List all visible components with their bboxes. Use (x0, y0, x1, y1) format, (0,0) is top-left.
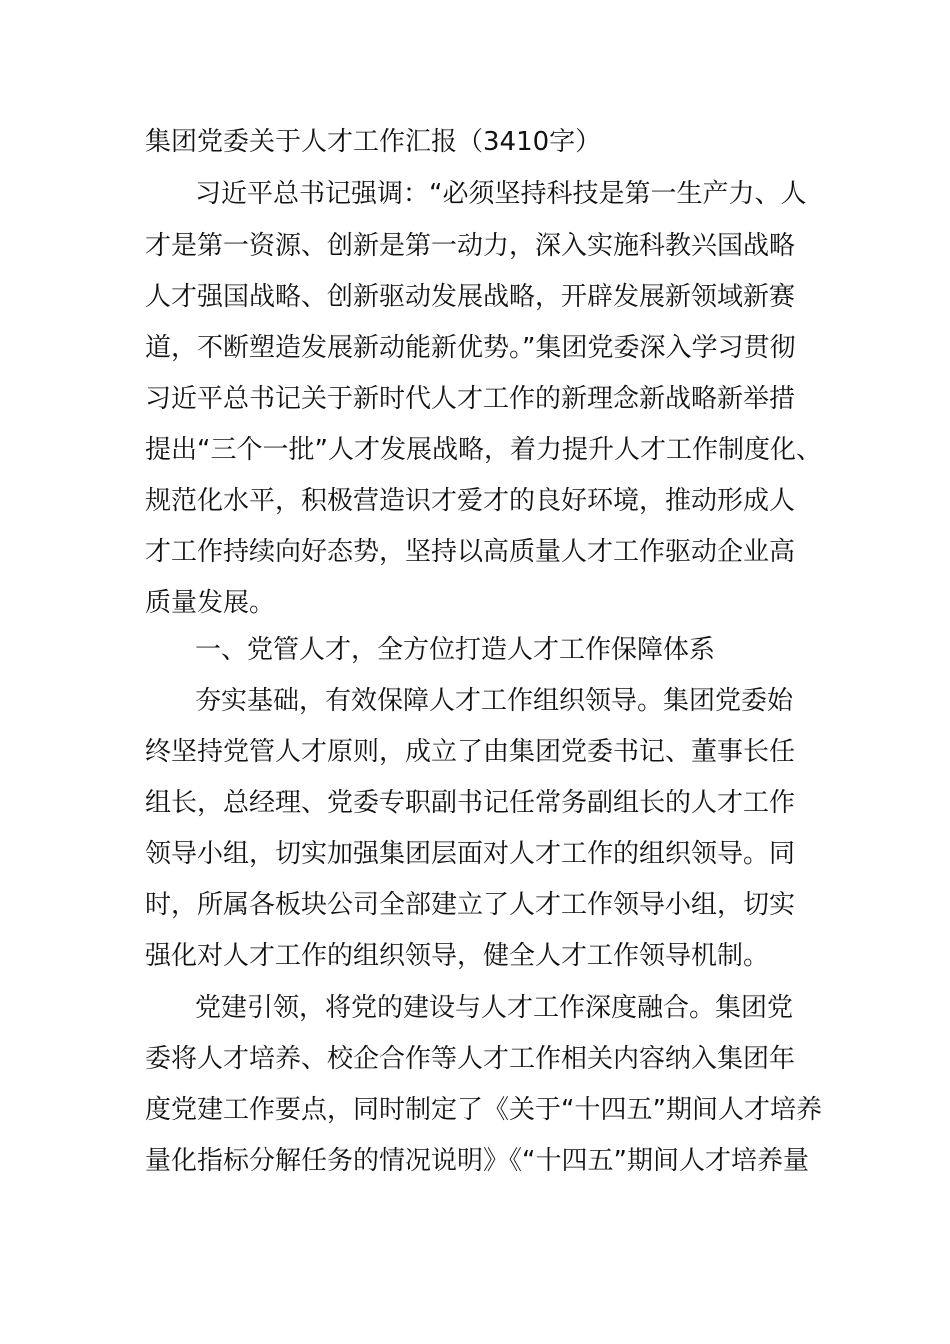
paragraph-2-line-6: 强化对人才工作的组织领导，健全人才工作领导机制。 (145, 941, 770, 971)
paragraph-2-line-1: 夯实基础，有效保障人才工作组织领导。集团党委始 (195, 686, 794, 716)
paragraph-2-line-5: 时，所属各板块公司全部建立了人才工作领导小组，切实 (145, 890, 796, 920)
paragraph-2-line-4: 领导小组，切实加强集团层面对人才工作的组织领导。同 (145, 839, 796, 869)
paragraph-3-line-1: 党建引领，将党的建设与人才工作深度融合。集团党 (195, 993, 794, 1023)
paragraph-3-line-2: 委将人才培养、校企合作等人才工作相关内容纳入集团年 (145, 1044, 796, 1074)
document-title: 集团党委关于人才工作汇报（3410字） (145, 127, 602, 157)
paragraph-3-line-3: 度党建工作要点，同时制定了《关于“十四五”期间人才培养 (145, 1095, 822, 1125)
section-heading-1: 一、党管人才，全方位打造人才工作保障体系 (195, 635, 716, 665)
paragraph-1-line-1: 习近平总书记强调：“必须坚持科技是第一生产力、人 (195, 179, 807, 209)
paragraph-1-line-2: 才是第一资源、创新是第一动力，深入实施科教兴国战略 (145, 231, 796, 261)
paragraph-1-line-5: 习近平总书记关于新时代人才工作的新理念新战略新举措 (145, 384, 796, 414)
paragraph-1-line-4: 道，不断塑造发展新动能新优势。”集团党委深入学习贯彻 (145, 333, 796, 363)
paragraph-2-line-3: 组长，总经理、党委专职副书记任常务副组长的人才工作 (145, 788, 796, 818)
paragraph-2-line-2: 终坚持党管人才原则，成立了由集团党委书记、董事长任 (145, 737, 796, 767)
paragraph-1-line-6: 提出“三个一批”人才发展战略，着力提升人才工作制度化、 (145, 435, 822, 465)
paragraph-1-line-9: 质量发展。 (145, 588, 276, 618)
paragraph-1-line-3: 人才强国战略、创新驱动发展战略，开辟发展新领域新赛 (145, 282, 796, 312)
paragraph-3-line-4: 量化指标分解任务的情况说明》《“十四五”期间人才培养量 (145, 1146, 809, 1176)
paragraph-1-line-8: 才工作持续向好态势，坚持以高质量人才工作驱动企业高 (145, 537, 796, 567)
paragraph-1-line-7: 规范化水平，积极营造识才爱才的良好环境，推动形成人 (145, 486, 796, 516)
